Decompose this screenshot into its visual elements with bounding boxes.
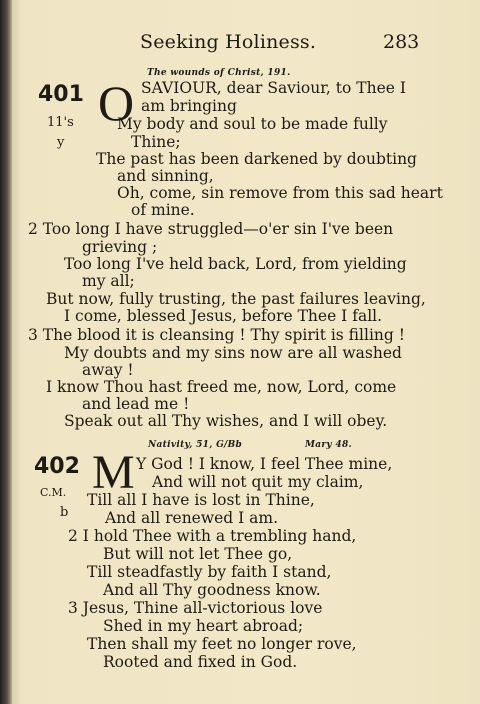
hymn-401-line: and sinning, <box>117 167 214 185</box>
book-spine-shadow <box>0 0 12 704</box>
hymn-402-line: And all Thy goodness know. <box>103 581 321 599</box>
hymn-402-line: 2 I hold Thee with a trembling hand, <box>68 527 357 545</box>
hymn-401-line: 2 Too long I have struggled—o'er sin I've been <box>28 220 394 238</box>
hymn-401-line: my all; <box>82 272 135 290</box>
hymn-401-line: 3 The blood it is cleansing ! Thy spirit is filling ! <box>28 326 405 344</box>
hymn-401-line: But now, fully trusting, the past failures leaving, <box>46 290 426 308</box>
hymn-401-line: I come, blessed Jesus, before Thee I fall. <box>64 307 383 325</box>
hymn-402-number: 402 <box>34 454 80 479</box>
hymn-402-line: And will not quit my claim, <box>152 473 364 491</box>
hymn-401-line: and lead me ! <box>82 395 190 413</box>
hymn-402-line: Till steadfastly by faith I stand, <box>87 563 332 581</box>
hymn-402-line: Rooted and fixed in God. <box>103 653 298 671</box>
hymn-401-line: My doubts and my sins now are all washed <box>64 344 402 362</box>
hymn-402-key: b <box>60 505 69 520</box>
hymn-402-line: Shed in my heart abroad; <box>103 617 304 635</box>
page-number: 283 <box>383 31 420 53</box>
hymn-401-drop-cap: O <box>98 75 135 131</box>
hymn-401-line: away ! <box>82 361 134 379</box>
hymn-402-meter: C.M. <box>40 486 67 499</box>
page-title: Seeking Holiness. <box>140 31 317 53</box>
hymn-402-tune-ref: Mary 48. <box>305 440 352 450</box>
hymn-402-line: Y God ! I know, I feel Thee mine, <box>136 455 393 473</box>
hymn-401-line: grieving ; <box>82 238 158 256</box>
hymn-402-line: Till all I have is lost in Thine, <box>87 491 315 509</box>
hymn-401-meter: 11's <box>47 115 74 130</box>
hymn-401-line: am bringing <box>141 97 237 115</box>
hymn-401-line: Thine; <box>131 133 181 151</box>
hymn-401-line: Speak out all Thy wishes, and I will obey. <box>64 412 388 430</box>
hymn-401-tune: The wounds of Christ, 191. <box>147 68 291 78</box>
hymn-401-line: Too long I've held back, Lord, from yielding <box>64 255 407 273</box>
hymn-401-line: My body and soul to be made fully <box>117 115 388 133</box>
hymn-402-line: And all renewed I am. <box>105 509 279 527</box>
hymn-401-line: Oh, come, sin remove from this sad heart <box>117 184 443 202</box>
hymn-401-line: of mine. <box>131 201 195 219</box>
hymn-401-line: I know Thou hast freed me, now, Lord, come <box>46 378 397 396</box>
hymn-402-line: 3 Jesus, Thine all-victorious love <box>68 599 323 617</box>
hymn-402-line: But will not let Thee go, <box>103 545 293 563</box>
hymn-402-line: Then shall my feet no longer rove, <box>87 635 357 653</box>
hymn-402-drop-cap: M <box>92 446 135 499</box>
hymn-402-tune: Nativity, 51, G/Bb <box>148 440 243 450</box>
hymn-401-line: The past has been darkened by doubting <box>96 150 417 168</box>
hymn-401-number: 401 <box>38 82 84 107</box>
hymn-401-key: y <box>57 135 65 150</box>
hymn-401-line: SAVIOUR, dear Saviour, to Thee I <box>141 79 406 97</box>
